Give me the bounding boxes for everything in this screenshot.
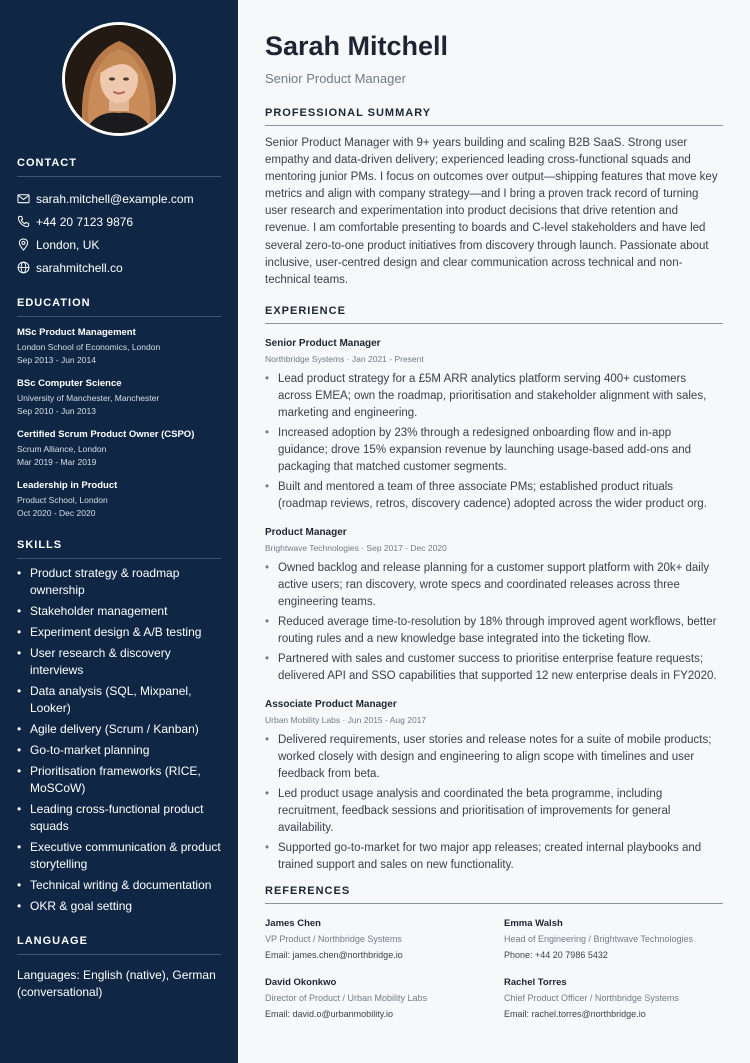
job-bullet: • Led product usage analysis and coordinated the beta programme, including recruitment, feedback sessions and prioritisation of improvements for general availability.	[265, 786, 723, 837]
references-grid	[265, 917, 723, 1021]
job-bullets	[265, 732, 723, 874]
skill-item: • OKR & goal setting	[17, 898, 221, 915]
job-bullet: • Increased adoption by 23% through a redesigned onboarding flow and in-app guidance; drove 15% expansion revenue by launching usage-based add-ons and packaging that matched customer segments.	[265, 425, 723, 476]
mail-icon	[17, 192, 30, 205]
phone-icon	[17, 215, 30, 228]
education-dates: Mar 2019 - Mar 2019	[17, 457, 97, 467]
reference-item	[265, 976, 504, 1021]
education-dates: Sep 2010 - Jun 2013	[17, 406, 96, 416]
job-bullets	[265, 560, 723, 685]
skill-item: • Prioritisation frameworks (RICE, MoSCoW)	[17, 763, 221, 797]
job-title: Senior Product Manager	[265, 337, 381, 349]
reference-name: Emma Walsh	[504, 917, 563, 929]
language-text: Languages: English (native), German (conversational)	[17, 968, 216, 999]
education-dates: Sep 2013 - Jun 2014	[17, 355, 96, 365]
reference-role: Head of Engineering / Brightwave Technologies	[504, 933, 693, 944]
education-degree: Certified Scrum Product Owner (CSPO)	[17, 429, 195, 440]
skill-item: • Stakeholder management	[17, 603, 221, 620]
candidate-title: Senior Product Manager	[265, 71, 406, 86]
reference-role: VP Product / Northbridge Systems	[265, 933, 402, 944]
skill-item: • Experiment design & A/B testing	[17, 624, 221, 641]
skill-item: • Technical writing & documentation	[17, 877, 221, 894]
skill-item: • Executive communication & product storytelling	[17, 839, 221, 873]
education-heading: EDUCATION	[17, 297, 221, 317]
reference-name: David Okonkwo	[265, 976, 337, 988]
education-school: Scrum Alliance, London	[17, 444, 107, 454]
job-bullet: • Delivered requirements, user stories and release notes for a suite of mobile products; worked closely with design and engineering to align scope with timelines and user feedback from beta.	[265, 732, 723, 783]
reference-contact[interactable]: Email: james.chen@northbridge.io	[265, 949, 403, 960]
summary-text: Senior Product Manager with 9+ years building and scaling B2B SaaS. Strong user empathy and data-driven delivery; experienced leading cross-functional squads and mentoring junior PMs. I focus on outcomes over output—shipping features that move key metrics and align with company strategy—and I bring a proven track record of turning user research and experimentation into product decisions that drive retention and revenue. I am comfortable presenting to boards and C-level stakeholders and have led several zero-to-one product initiatives from discovery through launch. Passionate about inclusive, user-centred design and clear communication across technical and non-technical teams.	[265, 137, 718, 286]
skills-heading: SKILLS	[17, 539, 221, 559]
education-dates: Oct 2020 - Dec 2020	[17, 508, 96, 518]
contact-website-text: sarahmitchell.co	[36, 260, 123, 275]
reference-item	[504, 976, 723, 1021]
job-bullet: • Built and mentored a team of three associate PMs; established product rituals (roadmap reviews, retros, discovery cadence) adopted across the wider product org.	[265, 479, 723, 513]
skill-item: • Product strategy & roadmap ownership	[17, 565, 221, 599]
skill-item: • Agile delivery (Scrum / Kanban)	[17, 721, 221, 738]
education-school: Product School, London	[17, 495, 108, 505]
location-pin-icon	[17, 238, 30, 251]
education-list	[17, 326, 221, 520]
candidate-name: Sarah Mitchell	[265, 31, 449, 61]
job-meta: Brightwave Technologies · Sep 2017 - Dec 2020	[265, 542, 447, 553]
reference-name: Rachel Torres	[504, 976, 567, 988]
job-meta: Northbridge Systems · Jan 2021 - Present	[265, 353, 424, 364]
reference-item	[265, 917, 504, 962]
job-entry	[265, 698, 723, 874]
education-item	[17, 428, 221, 469]
reference-name: James Chen	[265, 917, 321, 929]
contact-phone-text: +44 20 7123 9876	[36, 214, 134, 229]
contact-heading: CONTACT	[17, 157, 221, 177]
education-item	[17, 326, 221, 367]
education-degree: Leadership in Product	[17, 480, 118, 491]
summary-heading: PROFESSIONAL SUMMARY	[265, 107, 723, 126]
language-heading: LANGUAGE	[17, 935, 221, 955]
job-entry	[265, 337, 723, 513]
main-content	[238, 0, 750, 1063]
reference-contact[interactable]: Email: rachel.torres@northbridge.io	[504, 1008, 646, 1019]
contact-website[interactable]	[17, 256, 221, 279]
reference-role: Director of Product / Urban Mobility Labs	[265, 992, 428, 1003]
education-item	[17, 479, 221, 520]
job-meta: Urban Mobility Labs · Jun 2015 - Aug 2017	[265, 714, 427, 725]
skill-item: • Go-to-market planning	[17, 742, 221, 759]
contact-list	[17, 187, 221, 279]
experience-heading: EXPERIENCE	[265, 305, 723, 324]
avatar	[62, 22, 176, 136]
reference-role: Chief Product Officer / Northbridge Systems	[504, 992, 679, 1003]
contact-location-text: London, UK	[36, 237, 100, 252]
job-bullets	[265, 371, 723, 513]
globe-icon	[17, 261, 30, 274]
education-degree: BSc Computer Science	[17, 378, 122, 389]
education-school: London School of Economics, London	[17, 342, 161, 352]
contact-email[interactable]	[17, 187, 221, 210]
profile-photo	[65, 25, 173, 133]
education-degree: MSc Product Management	[17, 327, 136, 338]
skill-item: • Leading cross-functional product squads	[17, 801, 221, 835]
job-bullet: • Owned backlog and release planning for a customer support platform with 20k+ daily active users; ran discovery, wrote specs and coordinated releases across three engineering teams.	[265, 560, 723, 611]
job-bullet: • Reduced average time-to-resolution by 18% through improved agent workflows, better routing rules and a new knowledge base integrated into the ticketing flow.	[265, 614, 723, 648]
references-heading: REFERENCES	[265, 885, 723, 904]
reference-contact[interactable]: Phone: +44 20 7986 5432	[504, 949, 608, 960]
education-school: University of Manchester, Manchester	[17, 393, 160, 403]
contact-location	[17, 233, 221, 256]
job-bullet: • Supported go-to-market for two major app releases; created internal playbooks and trained support and sales on new functionality.	[265, 840, 723, 874]
sidebar	[0, 0, 238, 1063]
job-bullet: • Partnered with sales and customer success to prioritise enterprise feature requests; delivered API and SSO capabilities that supported 12 new enterprise deals in FY2020.	[265, 651, 723, 685]
job-title: Associate Product Manager	[265, 698, 397, 710]
skills-list	[17, 565, 221, 915]
reference-item	[504, 917, 723, 962]
job-entry	[265, 526, 723, 685]
skill-item: • Data analysis (SQL, Mixpanel, Looker)	[17, 683, 221, 717]
job-title: Product Manager	[265, 526, 347, 538]
job-bullet: • Lead product strategy for a £5M ARR analytics platform serving 400+ customers across EMEA; own the roadmap, prioritisation and stakeholder alignment with sales, marketing and engineering.	[265, 371, 723, 422]
skill-item: • User research & discovery interviews	[17, 645, 221, 679]
education-item	[17, 377, 221, 418]
contact-email-text: sarah.mitchell@example.com	[36, 191, 194, 206]
contact-phone[interactable]	[17, 210, 221, 233]
reference-contact[interactable]: Email: david.o@urbanmobility.io	[265, 1008, 394, 1019]
